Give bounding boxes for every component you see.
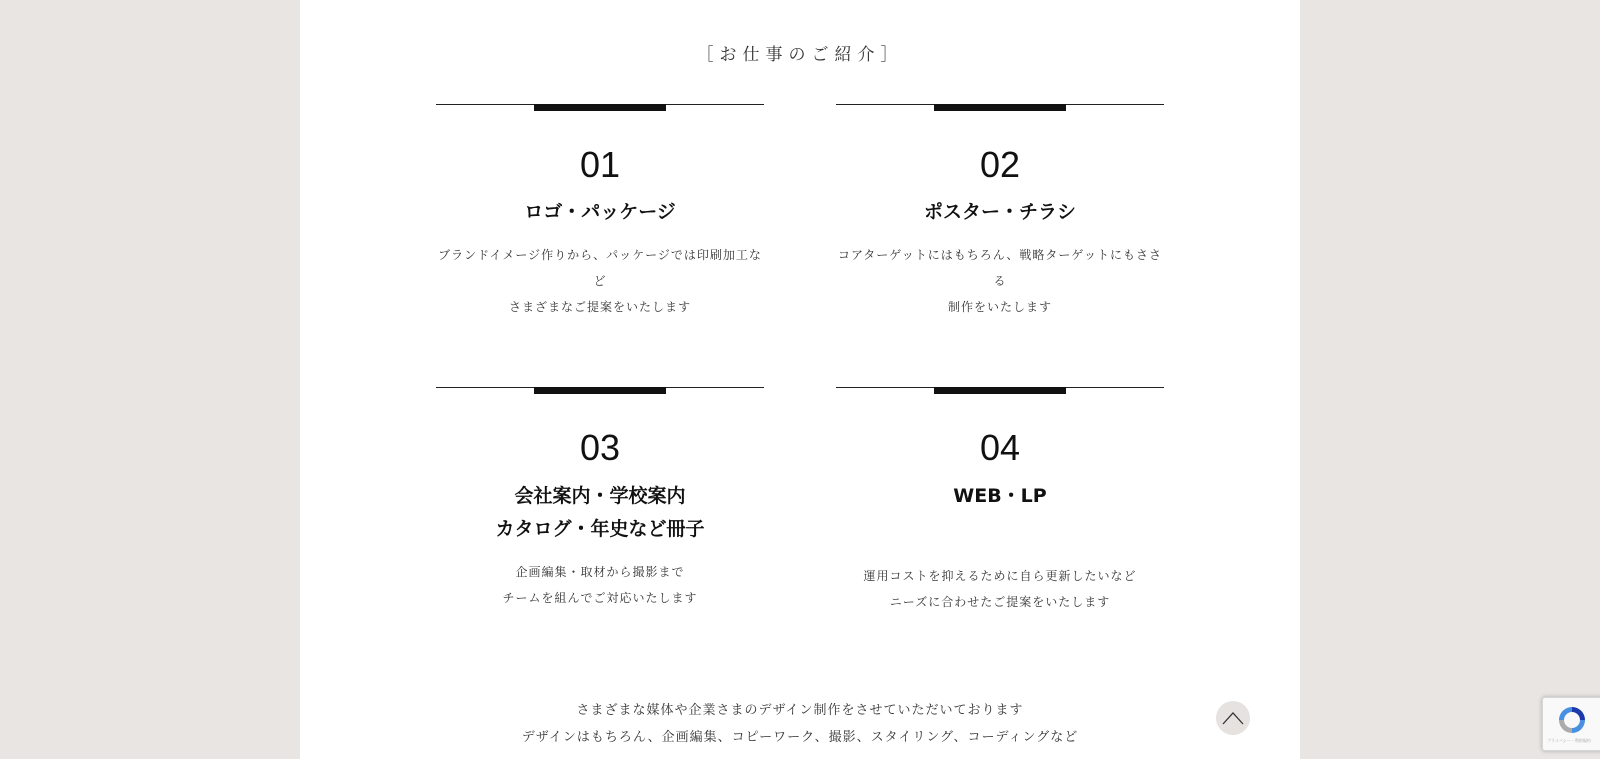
service-description-line: コアターゲットにはもちろん、戦略ターゲットにもささる [838,248,1162,288]
service-description-line: 企画編集・取材から撮影まで [515,565,685,579]
card-divider-accent [934,387,1066,394]
service-title-line: カタログ・年史など冊子 [495,518,705,540]
service-card-web-lp [836,387,1164,615]
service-title [836,480,1164,513]
service-card-poster-flyer [836,104,1164,320]
service-description [436,242,764,320]
card-divider [436,387,764,396]
service-description-line: 制作をいたします [947,300,1052,314]
card-divider-accent [934,104,1066,111]
card-divider [836,104,1164,113]
service-description [836,563,1164,615]
service-description-line: 運用コストを抑えるために自ら更新したいなど [863,569,1137,583]
service-description [436,559,764,611]
recaptcha-logo-icon [1556,704,1588,736]
chevron-up-icon [1222,711,1244,725]
service-title-line: WEB・LP [953,485,1047,507]
card-divider [436,104,764,113]
intro-line: デザインはもちろん、企画編集、コピーワーク、撮影、スタイリング、コーディングなど [521,730,1079,745]
back-to-top-button[interactable] [1216,701,1250,735]
service-number: 03 [579,427,621,468]
service-number: 02 [979,144,1021,185]
service-title-line: ロゴ・パッケージ [524,201,676,223]
recaptcha-terms[interactable]: プライバシー - 利用規約 [1547,738,1591,743]
section-title: ［お仕事のご紹介］ [696,45,904,65]
service-description-line: さまざまなご提案をいたします [508,300,691,314]
service-title-line: ポスター・チラシ [923,201,1076,223]
service-number: 01 [579,144,621,185]
service-description-line: チームを組んでご対応いたします [502,591,698,605]
main-content [300,0,1300,759]
recaptcha-badge[interactable] [1542,697,1600,751]
service-title [836,196,1164,229]
service-title [436,196,764,229]
card-divider [836,387,1164,396]
service-title-line: 会社案内・学校案内 [514,485,686,507]
service-description [836,242,1164,320]
card-divider-accent [534,104,666,111]
service-card-logo-package [436,104,764,320]
intro-line: さまざまな媒体や企業さまのデザイン制作をさせていただいております [576,703,1024,718]
service-title [436,480,764,546]
service-card-brochure [436,387,764,611]
service-number: 04 [979,427,1021,468]
service-description-line: ニーズに合わせたご提案をいたします [889,595,1111,609]
intro-text [300,697,1300,751]
service-description-line: ブランドイメージ作りから、パッケージでは印刷加工など [438,248,762,288]
card-divider-accent [534,387,666,394]
